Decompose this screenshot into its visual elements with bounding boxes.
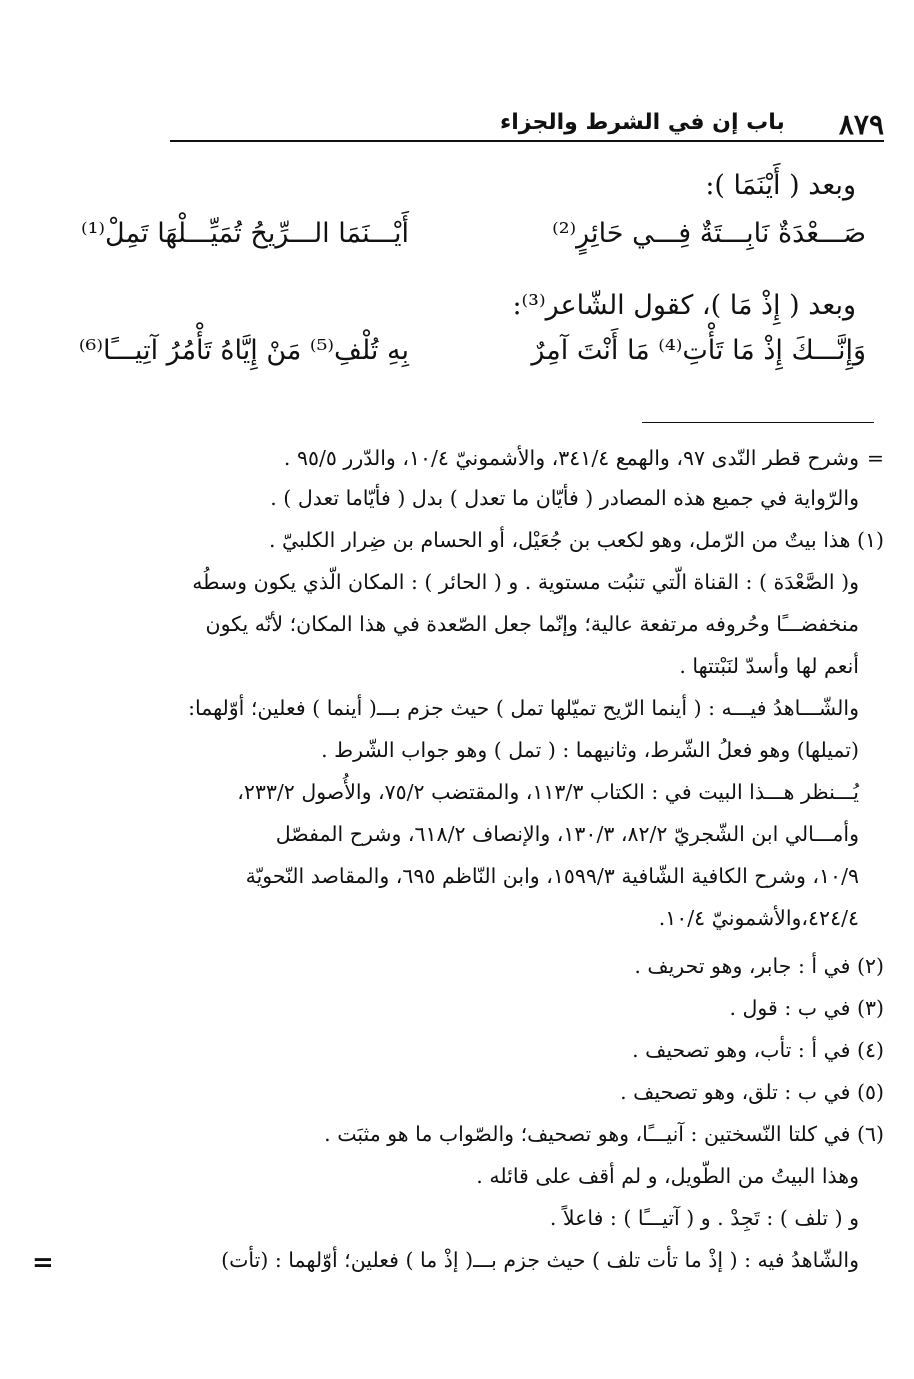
footnote-line: والشّـــاهدُ فيـــه : ( أينما الرّيح تميّلها تمل ) حيث جزم بـــ( أينما ) فعلين؛ أوّلهما: (188, 696, 859, 720)
verse2-second-hemistich: بِهِ تُلْفِ⁽⁵⁾ مَنْ إِيَّاهُ تَأْمُرُ آتِيـــًا⁽⁶⁾ (78, 335, 409, 366)
verse1-second-hemistich: أَيْـــنَمَا الـــرِّيحُ تُمَيِّـــلْهَا تَمِلْ⁽¹⁾ (80, 218, 409, 249)
footnote-line: يُـــنظر هـــذا البيت في : الكتاب ١١٣/٣، والمقتضب ٧٥/٢، والأُصول ٢٣٣/٢، (237, 780, 859, 804)
footnote-line: (٦) في كلتا النّسختين : آنيـــًا، وهو تصحيف؛ والصّواب ما هو مثبَت . (324, 1122, 884, 1146)
footnote-continuation-start: = (866, 446, 884, 470)
page-header (170, 108, 884, 142)
running-title: باب إن في الشرط والجزاء (500, 110, 785, 135)
footnote-line: (١) هذا بيتٌ من الرّمل، وهو لكعب بن جُعَيْل، أو الحسام بن ضِرار الكلبيّ . (268, 528, 884, 552)
footnote-line: أنعم لها وأسدّ لنَبْتتها . (679, 654, 859, 678)
footnote-line: (٤) في أ : تأب، وهو تصحيف . (632, 1038, 884, 1062)
intro-aynama: وبعد ( أَيْنَمَا ): (705, 170, 856, 201)
page-number: ٨٧٩ (838, 108, 884, 141)
footnote-line: (٣) في ب : قول . (729, 996, 884, 1020)
footnote-line: ١٠/٩، وشرح الكافية الشّافية ١٥٩٩/٣، وابن النّاظم ٦٩٥، والمقاصد النّحويّة (245, 864, 859, 888)
footnote-continuation-end: = (32, 1248, 54, 1278)
footnote-line: منخفضـــًا وحُروفه مرتفعة عالية؛ وإنّما جعل الصّعدة في هذا المكان؛ لأنّه يكون (205, 612, 859, 636)
footnote-separator (642, 422, 874, 423)
footnote-line: والرّواية في جميع هذه المصادر ( فأيّان ما تعدل ) بدل ( فأيّاما تعدل ) . (270, 486, 859, 510)
footnote-line: وأمـــالي ابن الشّجريّ ٨٢/٢، ١٣٠/٣، والإنصاف ٦١٨/٢، وشرح المفصّل (275, 822, 859, 846)
verse2-first-hemistich: وَإِنَّـــكَ إِذْ مَا تَأْتِ⁽⁴⁾ مَا أَنْتَ آمِرٌ (531, 335, 866, 366)
footnote-line: (٢) في أ : جابر، وهو تحريف . (634, 954, 884, 978)
footnote-line: (تميلها) وهو فعلُ الشّرط، وثانيهما : ( تمل ) وهو جواب الشّرط . (321, 738, 859, 762)
intro-idh-ma: وبعد ( إِذْ مَا )، كقول الشّاعر⁽³⁾: (512, 290, 856, 321)
footnote-line: (٥) في ب : تلق، وهو تصحيف . (620, 1080, 884, 1104)
footnote-line: وهذا البيتُ من الطّويل، و لم أقف على قائله . (476, 1164, 859, 1188)
footnote-line: والشّاهدُ فيه : ( إذْ ما تأت تلف ) حيث جزم بـــ( إذْ ما ) فعلين؛ أوّلهما : (تأت) (221, 1248, 859, 1272)
verse1-first-hemistich: صَـــعْدَةٌ نَابِـــتَةٌ فِـــي حَائِرٍ⁽²⁾ (552, 218, 866, 249)
footnote-line: وشرح قطر النّدى ٩٧، والهمع ٣٤١/٤، والأشمونيّ ١٠/٤، والدّرر ٩٥/٥ . (283, 446, 859, 470)
footnote-line: و( الصَّعْدَة ) : القناة الّتي تنبُت مستوية . و ( الحائر ) : المكان الّذي يكون وسطُه (192, 570, 859, 594)
header-rule (170, 140, 884, 142)
footnote-line: و ( تلف ) : تَجِدْ . و ( آتيـــًا ) : فاعلاً . (549, 1206, 859, 1230)
footnote-line: ٤٢٤/٤،والأشمونيّ ١٠/٤. (658, 906, 859, 930)
